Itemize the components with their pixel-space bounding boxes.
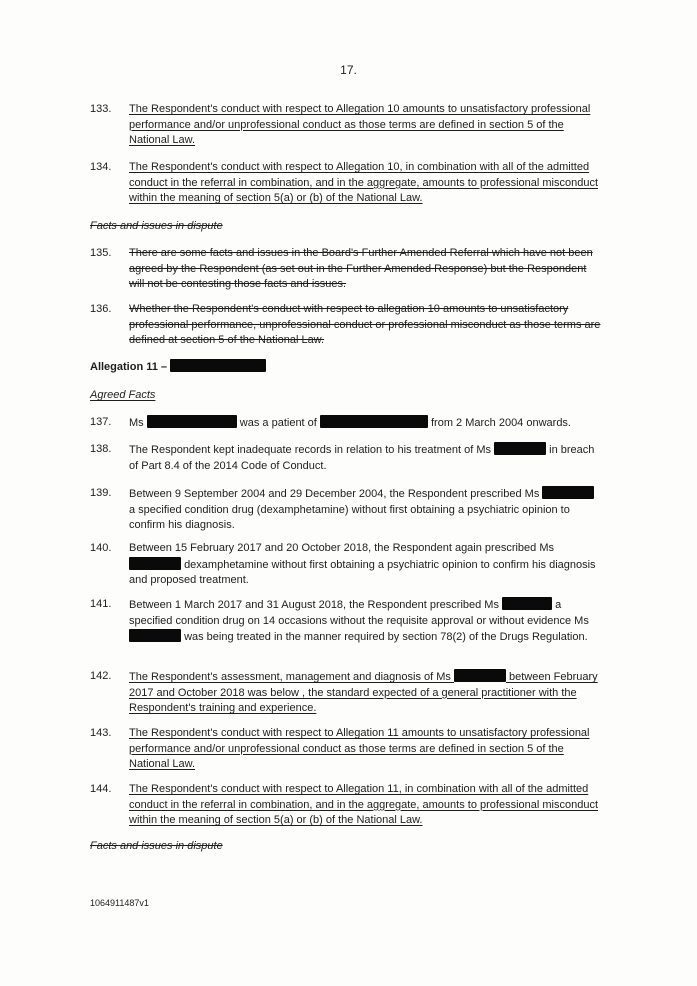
redaction-block <box>542 486 594 499</box>
text-segment: dexamphetamine without first obtaining a psychiatric opinion to confirm his diagnosis and proposed treatment. <box>129 558 596 586</box>
paragraph-number: 139. <box>90 487 112 499</box>
paragraph-number: 137. <box>90 416 112 428</box>
text-segment: The Respondent kept inadequate records in relation to his treatment of Ms <box>129 444 491 456</box>
redaction-block <box>454 669 506 682</box>
paragraph-number: 134. <box>90 161 112 173</box>
redaction-block <box>502 597 552 610</box>
text-segment: was being treated in the manner required by section 78(2) of the Drugs Regulation. <box>184 631 588 643</box>
text-segment: in breach of Part 8.4 of the 2014 Code of Conduct. <box>129 444 595 472</box>
text-segment: Between 9 September 2004 and 29 December 2004, the Respondent prescribed Ms <box>129 488 540 500</box>
redaction-block <box>129 629 181 642</box>
section-heading-facts-in-dispute: Facts and issues in dispute <box>90 840 223 852</box>
paragraph-number: 136. <box>90 303 112 315</box>
paragraph-139 <box>90 486 605 534</box>
paragraph-number: 133. <box>90 103 112 115</box>
paragraph-number: 143. <box>90 727 112 739</box>
document-reference: 1064911487v1 <box>90 898 149 908</box>
paragraph-text: The Respondent's conduct with respect to Allegation 10 amounts to unsatisfactory professional performance and/or unprofessional conduct as those terms are defined in section 5 of the National Law. <box>129 103 591 146</box>
paragraph-number: 141. <box>90 598 112 610</box>
text-segment: The Respondent's assessment, management and diagnosis of Ms <box>129 671 451 683</box>
paragraph-133 <box>90 102 605 149</box>
redaction-block <box>147 415 237 428</box>
paragraph-138 <box>90 442 605 474</box>
redaction-block <box>129 557 181 570</box>
paragraph-141 <box>90 597 605 646</box>
paragraph-142 <box>90 669 605 717</box>
paragraph-text: The Respondent's conduct with respect to Allegation 11 amounts to unsatisfactory professional performance and/or unprofessional conduct as those terms are defined in section 5 of the National Law. <box>129 727 590 770</box>
paragraph-text: There are some facts and issues in the Board's Further Amended Referral which have not been agreed by the Respondent (as set out in the Further Amended Response) but the Respondent will not be contesting those facts and issues. <box>129 247 593 290</box>
text-segment: was a patient of <box>239 417 317 429</box>
paragraph-136 <box>90 302 605 349</box>
section-heading-agreed-facts: Agreed Facts <box>90 389 156 401</box>
section-heading-facts-in-dispute: Facts and issues in dispute <box>90 220 223 232</box>
paragraph-number: 135. <box>90 247 112 259</box>
allegation-title: Allegation 11 – <box>90 361 168 373</box>
paragraph-143 <box>90 726 605 773</box>
paragraph-140 <box>90 541 605 589</box>
text-segment: a specified condition drug on 14 occasions without the requisite approval or without evidence Ms <box>129 599 589 627</box>
paragraph-135 <box>90 246 605 293</box>
page-number: 17. <box>340 63 357 77</box>
text-segment: Ms <box>129 417 144 429</box>
paragraph-number: 138. <box>90 443 112 455</box>
paragraph-text: Whether the Respondent's conduct with respect to allegation 10 amounts to unsatisfactory professional performance, unprofessional conduct or professional misconduct as those terms are defined at section 5 of the National Law. <box>129 303 601 346</box>
allegation-11-heading <box>90 359 266 376</box>
redaction-block <box>170 359 266 372</box>
text-segment: from 2 March 2004 onwards. <box>430 417 571 429</box>
paragraph-text: The Respondent's conduct with respect to Allegation 10, in combination with all of the admitted conduct in the referral in combination, and in the aggregate, amounts to professional misconduct within the meaning of section 5(a) or (b) of the National Law. <box>129 161 598 204</box>
paragraph-134 <box>90 160 605 207</box>
paragraph-number: 144. <box>90 783 112 795</box>
paragraph-number: 140. <box>90 542 112 554</box>
paragraph-number: 142. <box>90 670 112 682</box>
paragraph-137 <box>90 415 605 432</box>
redaction-block <box>320 415 428 428</box>
paragraph-144 <box>90 782 605 829</box>
paragraph-text: The Respondent's conduct with respect to Allegation 11, in combination with all of the admitted conduct in the referral in combination, and in the aggregate, amounts to professional misconduct within the meaning of section 5(a) or (b) of the National Law. <box>129 783 598 826</box>
text-segment: Between 1 March 2017 and 31 August 2018, the Respondent prescribed Ms <box>129 599 499 611</box>
text-segment: between February 2017 and October 2018 was below , the standard expected of a general practitioner with the Respondent's training and experience. <box>129 671 598 714</box>
text-segment: a specified condition drug (dexamphetamine) without first obtaining a psychiatric opinion to confirm his diagnosis. <box>129 503 570 531</box>
text-segment: Between 15 February 2017 and 20 October 2018, the Respondent again prescribed Ms <box>129 542 554 554</box>
redaction-block <box>494 442 546 455</box>
